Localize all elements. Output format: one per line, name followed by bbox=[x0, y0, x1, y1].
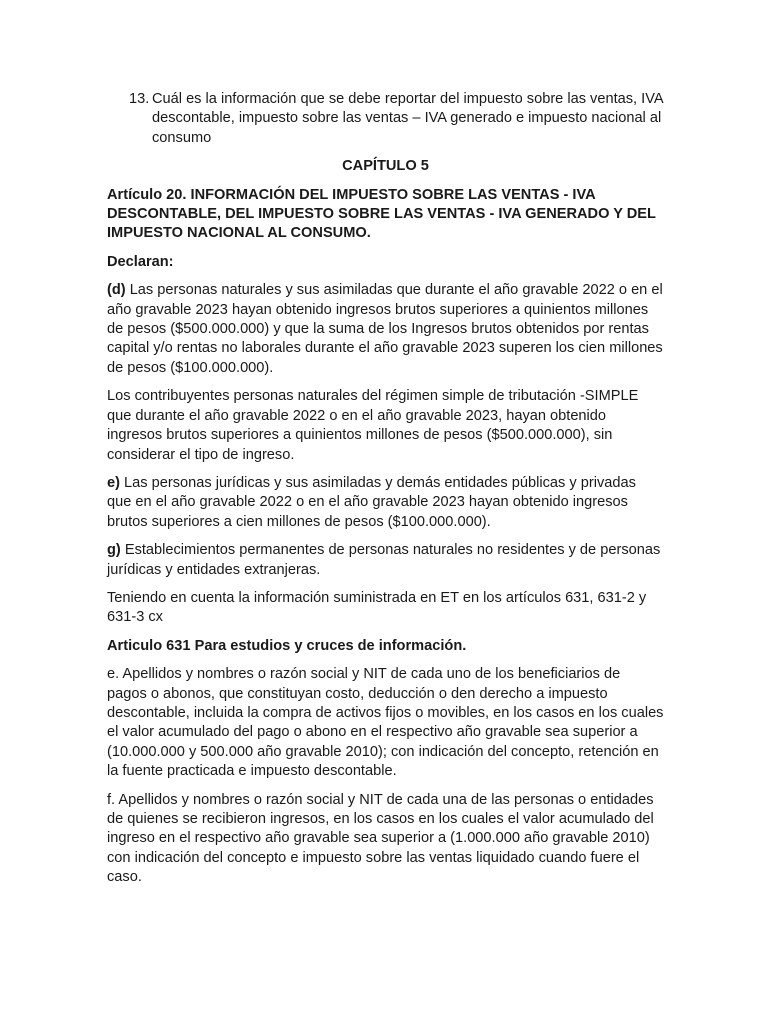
paragraph-631-f: f. Apellidos y nombres o razón social y NIT de cada una de las personas o entidades de quienes se recibieron ingresos, en los casos en los cuales el valor acumulado del ingreso en el respectivo año gravable sea superior a (1.000.000 año gravable 2010) con indicación del concepto e impuesto sobre las ventas liquidado cuando fuere el caso. bbox=[107, 791, 654, 886]
paragraph-simple: Los contribuyentes personas naturales del régimen simple de tributación -SIMPLE que durante el año gravable 2022 o en el año gravable 2023, hayan obtenido ingresos brutos superiores a quinientos millones de pesos ($500.000.000), sin considerar el tipo de ingreso. bbox=[107, 388, 639, 463]
paragraph-teniendo: Teniendo en cuenta la información suministrada en ET en los artículos 631, 631-2 y 631-3 cx bbox=[107, 589, 647, 626]
paragraph-e-text: Las personas jurídicas y sus asimiladas y demás entidades públicas y privadas que en el año gravable 2022 o en el año gravable 2023 hayan obtenido ingresos brutos superiores a cien millones de pesos ($100.000.000). bbox=[107, 474, 636, 530]
chapter-title: CAPÍTULO 5 bbox=[342, 158, 429, 175]
paragraph-d-label: (d) bbox=[107, 282, 126, 299]
paragraph-e-label: e) bbox=[107, 474, 120, 491]
paragraph-d bbox=[107, 281, 664, 378]
paragraph-e bbox=[107, 474, 664, 532]
paragraph-g-label: g) bbox=[107, 542, 121, 559]
list-item-number: 13. bbox=[129, 91, 150, 107]
paragraph-d-text: Las personas naturales y sus asimiladas que durante el año gravable 2022 o en el año gravable 2023 hayan obtenido ingresos brutos superiores a quinientos millones de pesos ($500.000.000) y que la suma de los Ingresos brutos obtenidos por rentas capital y/o rentas no laborales durante el año gravable 2023 superen los cien millones de pesos ($100.000.000). bbox=[107, 282, 663, 376]
list-item-text: Cuál es la información que se debe reportar del impuesto sobre las ventas, IVA descontable, impuesto sobre las ventas – IVA generado e impuesto nacional al consumo bbox=[152, 91, 663, 146]
article-631-heading: Articulo 631 Para estudios y cruces de información. bbox=[107, 637, 467, 654]
article-20-heading: Artículo 20. INFORMACIÓN DEL IMPUESTO SOBRE LAS VENTAS - IVA DESCONTABLE, DEL IMPUESTO SOBRE LAS VENTAS - IVA GENERADO Y DEL IMPUESTO NACIONAL AL CONSUMO. bbox=[107, 186, 656, 242]
paragraph-g bbox=[107, 541, 664, 580]
paragraph-631-e: e. Apellidos y nombres o razón social y NIT de cada uno de los beneficiarios de pagos o abonos, que constituyan costo, deducción o den derecho a impuesto descontable, incluida la compra de activos fijos o movibles, en los casos en los cuales el valor acumulado del pago o abono en el respectivo año gravable sea superior a (10.000.000 y 500.000 año gravable 2010); con indicación del concepto, retención en la fuente practicada e impuesto descontable. bbox=[107, 666, 664, 780]
declaran-label: Declaran: bbox=[107, 253, 174, 270]
list-item-13 bbox=[129, 90, 664, 148]
paragraph-g-text: Establecimientos permanentes de personas naturales no residentes y de personas jurídicas y entidades extranjeras. bbox=[107, 542, 661, 578]
